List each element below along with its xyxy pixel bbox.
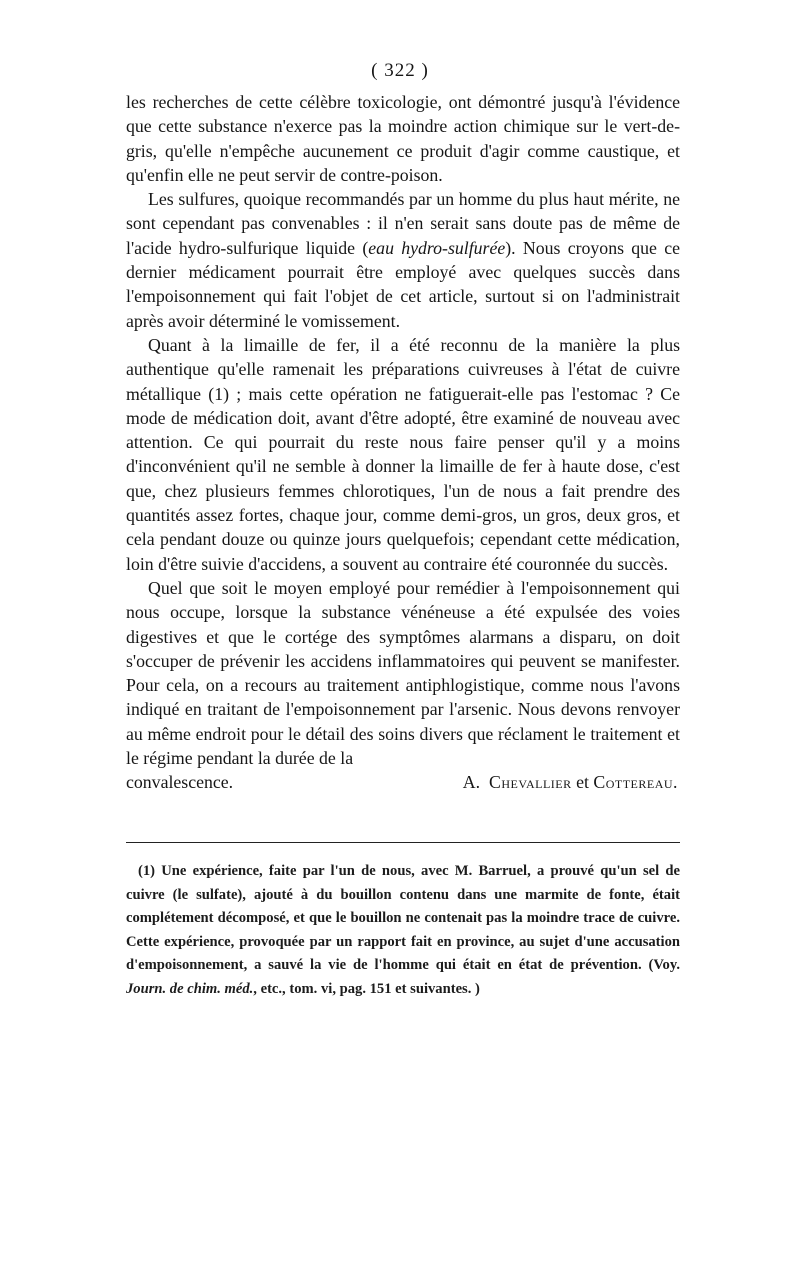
footnote-text-a: (1) Une expérience, faite par l'un de nous, avec M. Barruel, a prouvé qu'un sel de cuivre (le sulfate), ajouté à du bouillon contenu dans une marmite de fonte, était complétement décomposé, et que le bouillon ne contenait pas la moindre trace de cuivre. Cette expérience, provoquée par un rapport fait en province, au sujet d'une accusation d'empoisonnement, a sauvé la vie de l'homme qui était en état de prévention. (Voy.: [126, 863, 680, 973]
signature-initial: A.: [462, 772, 481, 793]
paragraph-3: Quant à la limaille de fer, il a été reconnu de la manière la plus authentique qu'elle ramenait les préparations cuivreuses à l'état de cuivre métallique (1) ; mais cette opération ne fatiguerait-elle pas l'estomac ? Ce mode de médication doit, avant d'être adopté, être examiné de nouveau avec attention. Ce qui pourrait du reste nous faire penser qu'il y a moins d'inconvénient qu'il ne semble à donner la limaille de fer à haute dose, c'est que, chez plusieurs femmes chlorotiques, l'un de nous a fait prendre des quantités assez fortes, chaque jour, comme demi-gros, un gros, deux gros, et cela pendant douze ou quinze jours quelquefois; cependant cette médication, loin d'être suivie d'accidens, a souvent au contraire été couronnée du succès.: [126, 334, 680, 574]
paragraph-2-text-b: ). Nous croyons que ce dernier médicament pourrait être employé avec quelques succès dans l'empoisonnement qui fait l'objet de cet article, surtout si on l'administrait après avoir déterminé le vomissement.: [126, 237, 681, 331]
page-number: ( 322 ): [371, 60, 429, 81]
paragraph-4: Quel que soit le moyen employé pour remédier à l'empoisonnement qui nous occupe, lorsque la substance vénéneuse a été expulsée des voies digestives et que le cortége des symptômes alarmans a disparu, on doit s'occuper de prévenir les accidens inflammatoires qui peuvent se manifester. Pour cela, on a recours au traitement antiphlogistique, comme nous l'avons indiqué en traitant de l'empoisonnement par l'arsenic. Nous devons renvoyer au même endroit pour le détail des soins divers que réclament le traitement et le régime pendant la durée de la: [126, 577, 680, 769]
signature-et: et: [576, 772, 589, 793]
closing-word: convalescence.: [126, 772, 234, 793]
paragraph-2-italic: eau hydro-sulfurée: [368, 237, 506, 258]
footnote-paragraph: [126, 860, 680, 1001]
footnote-text-b: , etc., tom. vi, pag. 151 et suivantes. ): [253, 980, 480, 997]
paragraph-1: les recherches de cette célèbre toxicologie, ont démontré jusqu'à l'évidence que cette substance n'exerce pas la moindre action chimique sur le vert-de-gris, qu'elle n'empêche aucunement ce produit d'agir comme caustique, et qu'enfin elle ne peut servir de contre-poison.: [126, 92, 680, 185]
main-text: [126, 90, 680, 795]
paragraph-2-text-a: Les sulfures, quoique recommandés par un homme du plus haut mérite, ne sont cependant pas convenables : il n'en serait sans doute pas de même de l'acide hydro-sulfurique liquide (: [126, 189, 680, 258]
paragraph-2: [126, 187, 680, 333]
footnote-italic: Journ. de chim. méd.: [126, 980, 254, 997]
signature-name-1: Chevallier: [488, 772, 572, 793]
footnote-divider: [126, 842, 680, 843]
closing-line: [126, 770, 680, 794]
footnote: [126, 860, 680, 1001]
signature-name-2: Cottereau.: [593, 772, 678, 793]
